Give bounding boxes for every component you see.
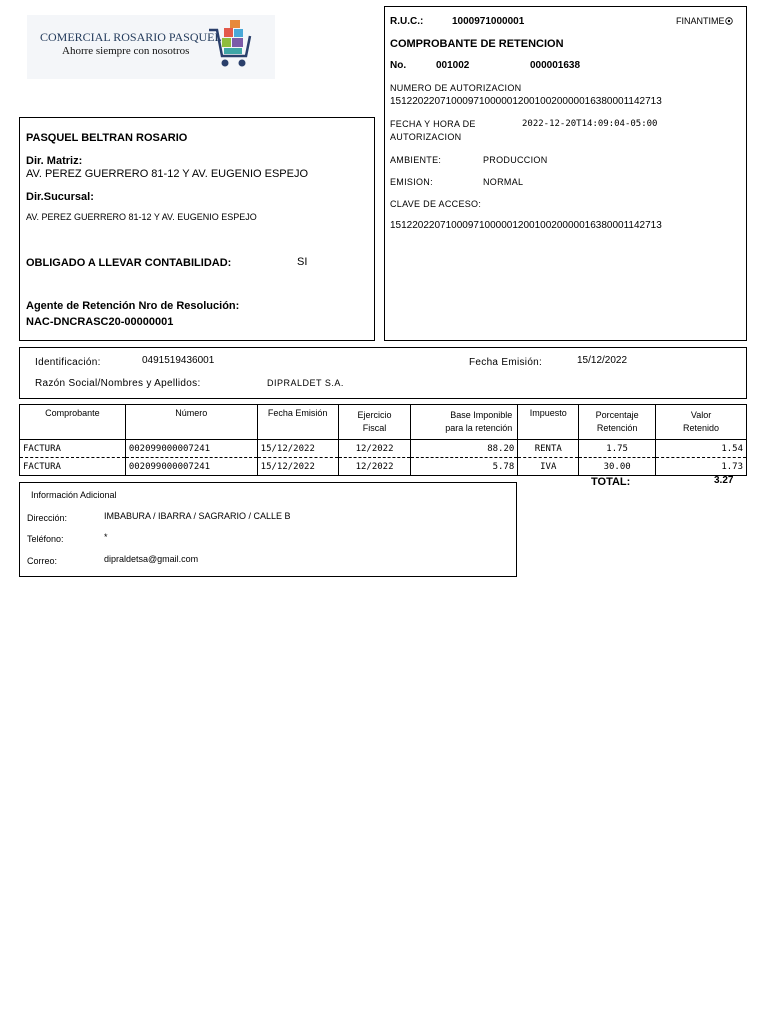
- address-label: Dirección:: [27, 513, 68, 523]
- total-label: TOTAL:: [591, 476, 631, 488]
- logo-slogan: Ahorre siempre con nosotros: [62, 45, 190, 57]
- column-header: Comprobante: [20, 405, 126, 440]
- emission-label: EMISION:: [390, 177, 433, 187]
- phone-label: Teléfono:: [27, 534, 64, 544]
- additional-info-title: Información Adicional: [31, 490, 117, 500]
- table-cell: FACTURA: [20, 458, 126, 476]
- withholding-agent-label: Agente de Retención Nro de Resolución:: [26, 300, 240, 312]
- shopping-cart-icon: [207, 18, 253, 70]
- issue-date-label: Fecha Emisión:: [469, 357, 543, 368]
- voucher-header-box: [384, 6, 747, 341]
- ruc-value: 1000971000001: [452, 16, 525, 27]
- table-row: [20, 458, 747, 476]
- environment-label: AMBIENTE:: [390, 155, 442, 165]
- table-cell: 12/2022: [338, 440, 411, 458]
- head-office-address: AV. PEREZ GUERRERO 81-12 Y AV. EUGENIO ESPEJO: [26, 168, 309, 180]
- number-label: No.: [390, 60, 407, 71]
- number-series: 001002: [436, 60, 470, 71]
- client-id-value: 0491519436001: [142, 355, 215, 366]
- table-cell: 30.00: [579, 458, 656, 476]
- column-header: Impuesto: [518, 405, 579, 440]
- client-box: [19, 347, 747, 399]
- column-header: Fecha Emisión: [257, 405, 338, 440]
- withholding-table: [19, 404, 747, 476]
- table-cell: 1.73: [656, 458, 747, 476]
- emission-value: NORMAL: [483, 177, 524, 187]
- table-cell: 002099000007241: [125, 440, 257, 458]
- accounting-value: SI: [297, 256, 308, 268]
- column-header: Porcentaje Retención: [579, 405, 656, 440]
- issue-date-value: 15/12/2022: [577, 355, 628, 366]
- accounting-label: OBLIGADO A LLEVAR CONTABILIDAD:: [26, 257, 232, 269]
- table-cell: 1.75: [579, 440, 656, 458]
- branch-address: AV. PEREZ GUERRERO 81-12 Y AV. EUGENIO ESPEJO: [26, 212, 257, 222]
- authorization-datetime-label-line1: FECHA Y HORA DE: [390, 119, 476, 129]
- table-cell: RENTA: [518, 440, 579, 458]
- authorization-label: NUMERO DE AUTORIZACION: [390, 83, 522, 93]
- table-cell: 5.78: [411, 458, 518, 476]
- registered-icon: [725, 17, 733, 25]
- column-header: Valor Retenido: [656, 405, 747, 440]
- authorization-datetime-label-line2: AUTORIZACION: [390, 132, 462, 142]
- company-logo: [27, 15, 275, 79]
- head-office-label: Dir. Matriz:: [26, 155, 83, 167]
- issuer-name: PASQUEL BELTRAN ROSARIO: [26, 132, 188, 144]
- table-cell: 15/12/2022: [257, 458, 338, 476]
- table-header-row: [20, 405, 747, 440]
- authorization-datetime-value: 2022-12-20T14:09:04-05:00: [522, 119, 658, 129]
- table-cell: 12/2022: [338, 458, 411, 476]
- table-row: [20, 440, 747, 458]
- email-label: Correo:: [27, 556, 58, 566]
- column-header: Base Imponible para la retención: [411, 405, 518, 440]
- company-name-label: Razón Social/Nombres y Apellidos:: [35, 378, 201, 389]
- client-id-label: Identificación:: [35, 357, 101, 368]
- table-cell: IVA: [518, 458, 579, 476]
- withholding-agent-value: NAC-DNCRASC20-00000001: [26, 316, 174, 328]
- table-cell: 002099000007241: [125, 458, 257, 476]
- table-cell: 15/12/2022: [257, 440, 338, 458]
- total-value: 3.27: [714, 475, 734, 486]
- table-cell: 88.20: [411, 440, 518, 458]
- ruc-label: R.U.C.:: [390, 16, 424, 27]
- table-cell: FACTURA: [20, 440, 126, 458]
- additional-info-box: [19, 482, 517, 577]
- access-key-label: CLAVE DE ACCESO:: [390, 199, 482, 209]
- access-key-value: 1512202207100097100000120010020000016380001142713: [390, 220, 662, 231]
- branch-label: Dir.Sucursal:: [26, 191, 94, 203]
- table-cell: 1.54: [656, 440, 747, 458]
- document-type: COMPROBANTE DE RETENCION: [390, 38, 564, 50]
- issuer-box: [19, 117, 375, 341]
- email-value: dipraldetsa@gmail.com: [104, 554, 199, 564]
- column-header: Número: [125, 405, 257, 440]
- authorization-number: 1512202207100097100000120010020000016380001142713: [390, 96, 662, 107]
- company-name-value: DIPRALDET S.A.: [267, 378, 344, 388]
- environment-value: PRODUCCION: [483, 155, 548, 165]
- address-value: IMBABURA / IBARRA / SAGRARIO / CALLE B: [104, 511, 291, 521]
- phone-value: *: [104, 532, 108, 542]
- number-value: 000001638: [530, 60, 581, 71]
- brand-label: FINANTIME: [676, 16, 725, 26]
- logo-company-name: COMERCIAL ROSARIO PASQUEL: [40, 30, 222, 44]
- column-header: Ejercicio Fiscal: [338, 405, 411, 440]
